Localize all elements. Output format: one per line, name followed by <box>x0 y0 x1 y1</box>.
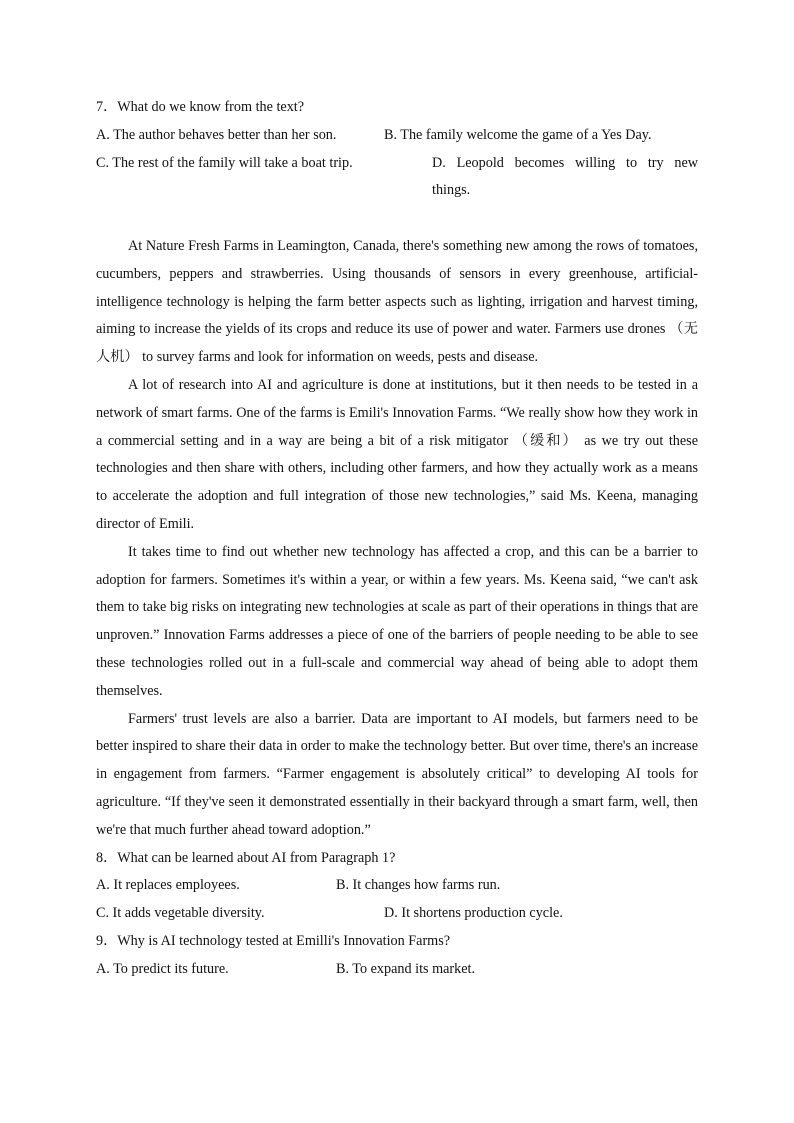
question-7-options-row-1 <box>96 122 698 150</box>
question-9-option-a: A. To predict its future. <box>96 960 229 977</box>
reading-passage <box>96 233 698 845</box>
question-9-stem: 9．Why is AI technology tested at Emilli's Innovation Farms? <box>96 932 451 949</box>
document-page <box>96 94 698 984</box>
question-7-stem: 7．What do we know from the text? <box>96 99 305 115</box>
passage-paragraph-2: A lot of research into AI and agriculture is done at institutions, but it then needs to be tested in a network of smart farms. One of the farms is Emili's Innovation Farms. “We really show how they work in a commercial setting and in a way are being a bit of a risk mitigator （缓和） as we try out these technologies and then share with others, including other farmers, and how they actually work as a means to accelerate the adoption and full integration of those new technologies,” said Ms. Keena, managing director of Emili. <box>96 376 698 532</box>
question-7-option-a: A. The author behaves better than her son. <box>96 126 337 143</box>
question-8-option-c: C. It adds vegetable diversity. <box>96 905 265 922</box>
question-7-option-d: D. Leopold becomes willing to try new things. <box>432 154 698 199</box>
question-8-option-d: D. It shortens production cycle. <box>384 905 563 922</box>
passage-paragraph-1: At Nature Fresh Farms in Leamington, Canada, there's something new among the rows of tomatoes, cucumbers, peppers and strawberries. Using thousands of sensors in every greenhouse, artificial-intelligence technology is helping the farm better aspects such as lighting, irrigation and harvest timing, aiming to increase the yields of its crops and reduce its use of power and water. Farmers use drones （无人机） to survey farms and look for information on weeds, pests and disease. <box>96 237 698 366</box>
question-8-stem: 8．What can be learned about AI from Paragraph 1? <box>96 849 396 866</box>
passage-paragraph-4: Farmers' trust levels are also a barrier. Data are important to AI models, but farmers need to be better inspired to share their data in order to make the technology better. But over time, there's an increase in engagement from farmers. “Farmer engagement is absolutely critical” to developing AI tools for agriculture. “If they've seen it demonstrated essentially in their backyard through a smart farm, well, then we're that much further ahead toward adoption.” <box>96 710 698 838</box>
question-7-option-c: C. The rest of the family will take a boat trip. <box>96 154 353 171</box>
question-8-option-b: B. It changes how farms run. <box>336 877 501 894</box>
question-9 <box>96 928 698 984</box>
question-9-options-row-1 <box>96 956 698 984</box>
question-8 <box>96 845 698 928</box>
question-8-options-row-2 <box>96 900 698 928</box>
question-9-option-b: B. To expand its market. <box>336 960 476 977</box>
question-8-option-a: A. It replaces employees. <box>96 877 240 894</box>
question-7-option-b: B. The family welcome the game of a Yes Day. <box>384 126 652 143</box>
question-8-options-row-1 <box>96 872 698 900</box>
passage-paragraph-3: It takes time to find out whether new technology has affected a crop, and this can be a barrier to adoption for farmers. Sometimes it's within a year, or within a few years. Ms. Keena said, “we can't ask them to take big risks on integrating new technologies at scale as part of their operations in things that are unproven.” Innovation Farms addresses a piece of one of the barriers of people needing to be able to see these technologies rolled out in a full-scale and commercial way ahead of being able to adopt them themselves. <box>96 543 698 699</box>
question-7 <box>96 94 698 233</box>
